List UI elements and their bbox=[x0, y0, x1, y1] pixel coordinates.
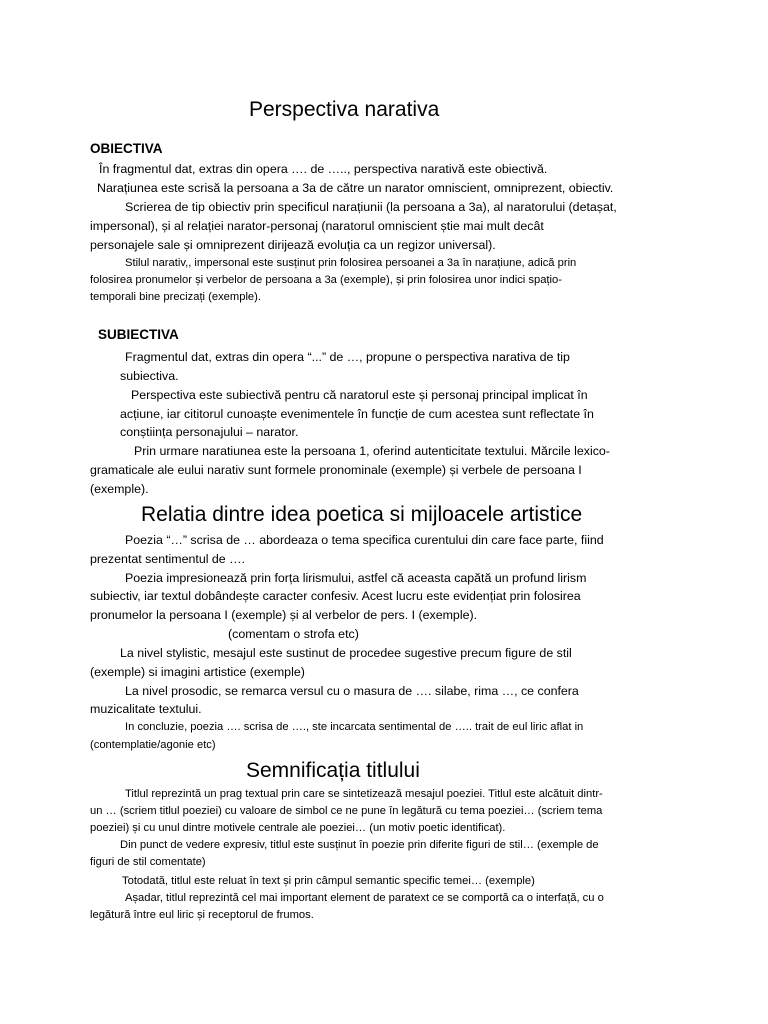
paragraph-line: Totodată, titlul este reluat în text și prin câmpul semantic specific temei… (exemple) bbox=[122, 875, 535, 887]
paragraph-line: (comentam o strofa etc) bbox=[228, 627, 359, 641]
paragraph-line: În fragmentul dat, extras din opera …. de ….., perspectiva narativă este obiectivă. bbox=[99, 162, 548, 176]
paragraph-line: Perspectiva este subiectivă pentru că naratorul este și personaj principal implicat în bbox=[131, 388, 588, 402]
paragraph-line: Fragmentul dat, extras din opera “...” de …, propune o perspectiva narativa de tip bbox=[125, 350, 570, 364]
paragraph-line: subiectiv, iar textul dobândește caracter confesiv. Acest lucru este evidențiat prin folosirea bbox=[90, 589, 581, 603]
paragraph-line: Narațiunea este scrisă la persoana a 3a de către un narator omniscient, omniprezent, obiectiv. bbox=[97, 181, 614, 195]
paragraph-line: La nivel stylistic, mesajul este sustinut de procedee sugestive precum figure de stil bbox=[120, 646, 572, 660]
heading-relatia: Relatia dintre idea poetica si mijloacele artistice bbox=[141, 503, 583, 526]
paragraph-line: muzicalitate textului. bbox=[90, 702, 202, 716]
paragraph-line: legătură între eul liric și receptorul de frumos. bbox=[90, 909, 314, 921]
paragraph-line: un … (scriem titlul poeziei) cu valoare de simbol ce ne pune în legătură cu tema poeziei… (scriem tema bbox=[90, 805, 603, 817]
paragraph-line: (exemple) si imagini artistice (exemple) bbox=[90, 665, 305, 679]
paragraph-line: Scrierea de tip obiectiv prin specificul narațiunii (la persoana a 3a), al naratorului (detașat, bbox=[125, 200, 617, 214]
paragraph-line: poeziei) și cu unul dintre motivele centrale ale poeziei… (un motiv poetic identificat). bbox=[90, 822, 506, 834]
paragraph-line: Prin urmare naratiunea este la persoana 1, oferind autenticitate textului. Mărcile lexico- bbox=[134, 444, 610, 458]
paragraph-line: (contemplatie/agonie etc) bbox=[90, 739, 216, 751]
subheading-subiectiva: SUBIECTIVA bbox=[98, 327, 179, 342]
paragraph-line: In concluzie, poezia …. scrisa de …., ste incarcata sentimental de ….. trait de eul liric aflat in bbox=[125, 721, 584, 733]
paragraph-line: subiectiva. bbox=[120, 369, 179, 383]
paragraph-line: folosirea pronumelor și verbelor de persoana a 3a (exemple), și prin folosirea unor indici spațio- bbox=[90, 274, 562, 286]
paragraph-line: temporali bine precizați (exemple). bbox=[90, 291, 261, 303]
paragraph-line: conștiința personajului – narator. bbox=[120, 425, 299, 439]
paragraph-line: impersonal), și al relației narator-personaj (naratorul omniscient știe mai mult decât bbox=[90, 219, 544, 233]
paragraph-line: La nivel prosodic, se remarca versul cu o masura de …. silabe, rima …, ce confera bbox=[125, 684, 579, 698]
paragraph-line: (exemple). bbox=[90, 482, 149, 496]
paragraph-line: Stilul narativ,, impersonal este susținut prin folosirea persoanei a 3a în narațiune, adică prin bbox=[125, 257, 577, 269]
paragraph-line: figuri de stil comentate) bbox=[90, 856, 206, 868]
paragraph-line: gramaticale ale eului narativ sunt formele pronominale (exemple) și verbele de persoana I bbox=[90, 463, 582, 477]
heading-perspectiva-narativa: Perspectiva narativa bbox=[249, 98, 440, 121]
paragraph-line: Titlul reprezintă un prag textual prin care se sintetizează mesajul poeziei. Titlul este alcătuit dintr- bbox=[125, 788, 603, 800]
paragraph-line: Poezia impresionează prin forța lirismului, astfel că aceasta capătă un profund lirism bbox=[125, 571, 587, 585]
paragraph-line: acțiune, iar cititorul cunoaște evenimentele în funcție de cum acestea sunt reflectate în bbox=[120, 407, 594, 421]
heading-semnificatia-titlului: Semnificația titlului bbox=[246, 759, 420, 782]
paragraph-line: Poezia “…” scrisa de … abordeaza o tema specifica curentului din care face parte, fiind bbox=[125, 533, 604, 547]
subheading-obiectiva: OBIECTIVA bbox=[90, 141, 163, 156]
paragraph-line: prezentat sentimentul de …. bbox=[90, 552, 245, 566]
paragraph-line: Din punct de vedere expresiv, titlul este susținut în poezie prin diferite figuri de stil… (exemple de bbox=[120, 839, 599, 851]
paragraph-line: personajele sale și omniprezent dirijează evoluția ca un regizor universal). bbox=[90, 238, 496, 252]
paragraph-line: pronumelor la persoana I (exemple) și al verbelor de pers. I (exemple). bbox=[90, 608, 478, 622]
paragraph-line: Așadar, titlul reprezintă cel mai important element de paratext ce se comportă ca o interfață, cu o bbox=[125, 892, 604, 904]
